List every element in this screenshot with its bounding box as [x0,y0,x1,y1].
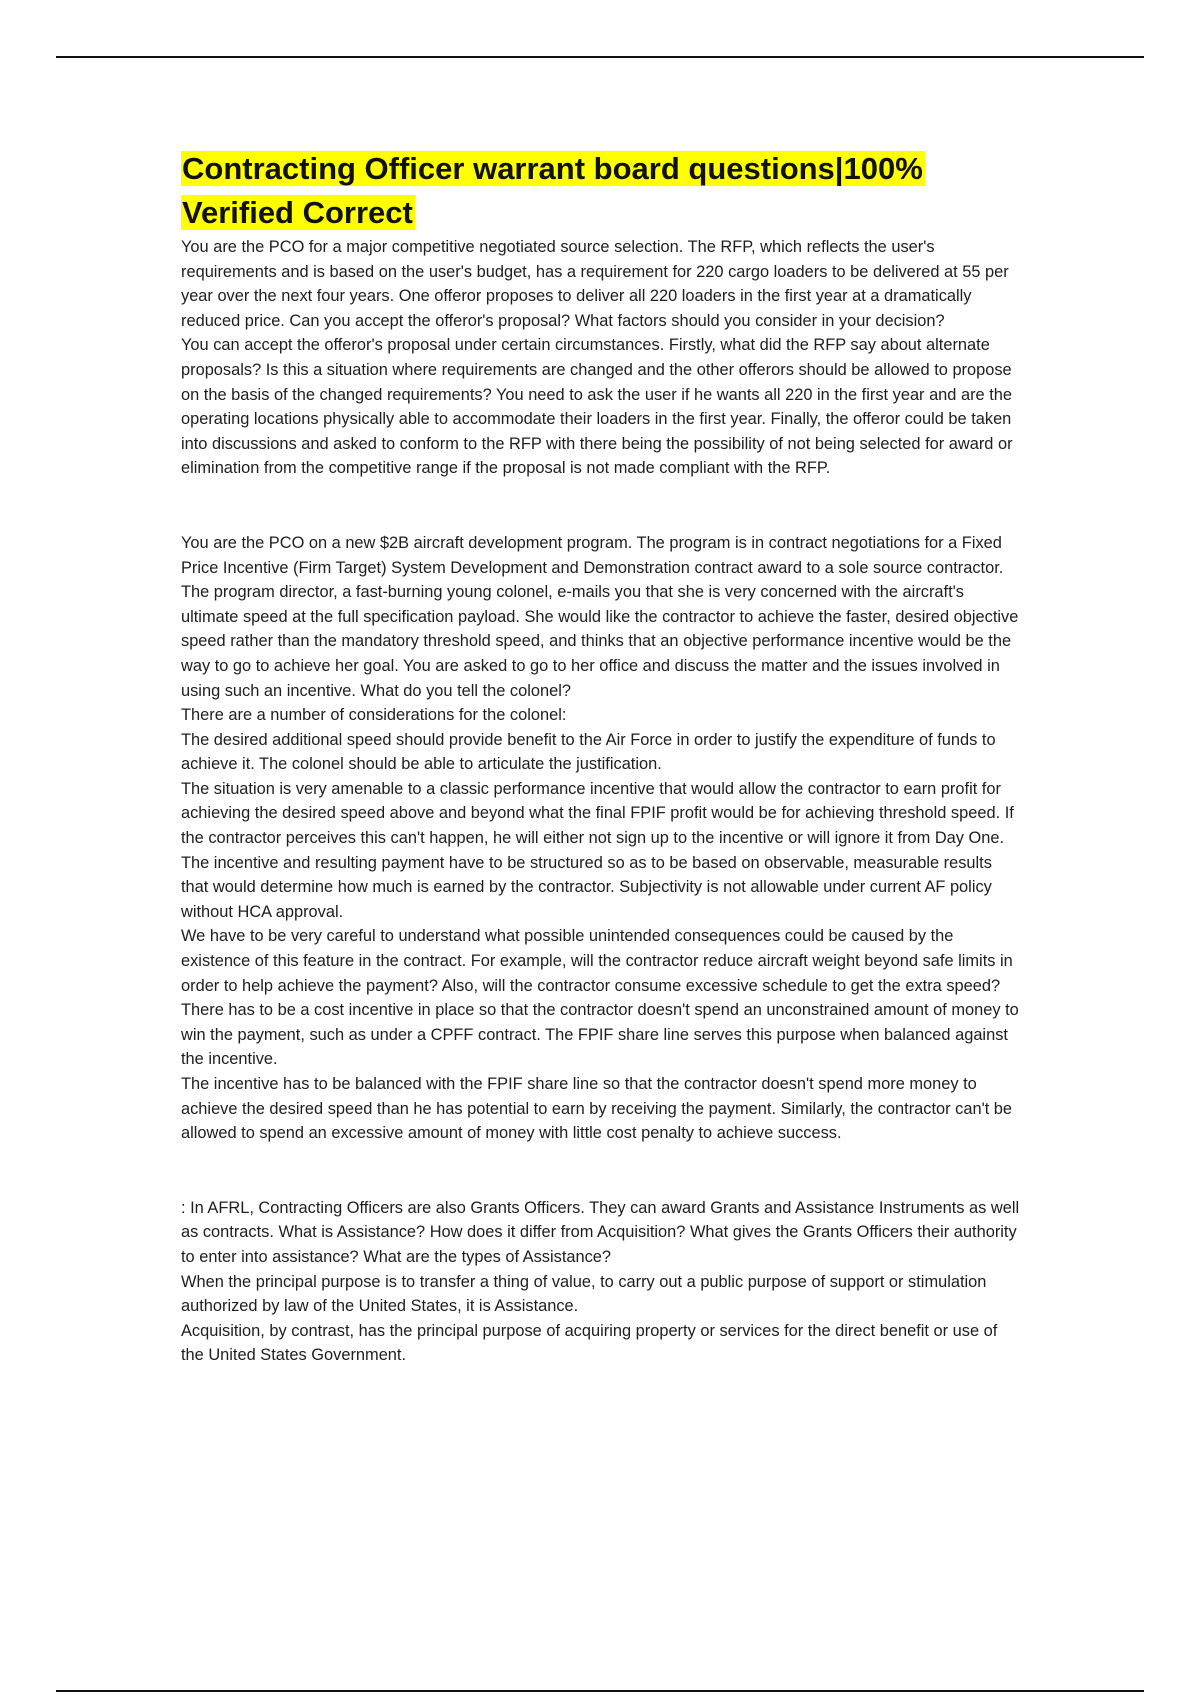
answer-paragraph: There are a number of considerations for the colonel: [181,706,567,725]
qa-section-3 [181,1196,1021,1368]
header-rule [56,56,1144,58]
section-spacer [181,481,1021,531]
answer-paragraph: The desired additional speed should provide benefit to the Air Force in order to justify the expenditure of funds to achieve it. The colonel should be able to articulate the justification. [181,730,996,774]
document-title [181,147,1021,235]
answer-paragraph: The incentive has to be balanced with the FPIF share line so that the contractor doesn't spend more money to achieve the desired speed than he has potential to earn by receiving the payment. Similarly, the contractor can't be allowed to spend an excessive amount of money with little cost penalty to achieve success. [181,1075,1013,1143]
document-body [181,147,1021,1368]
answer-paragraph: When the principal purpose is to transfer a thing of value, to carry out a public purpose of support or stimulation authorized by law of the United States, it is Assistance. [181,1272,987,1316]
answer-paragraph: You can accept the offeror's proposal under certain circumstances. Firstly, what did the RFP say about alternate proposals? Is this a situation where requirements are changed and the other offerors should be allowed to propose on the basis of the changed requirements? You need to ask the user if he wants all 220 in the first year and are the operating locations physically able to accommodate their loaders in the first year. Finally, the offeror could be taken into discussions and asked to conform to the RFP with there being the possibility of not being selected for award or elimination from the competitive range if the proposal is not made compliant with the RFP. [181,336,1013,478]
question-paragraph: : In AFRL, Contracting Officers are also Grants Officers. They can award Grants and Assistance Instruments as well as contracts. What is Assistance? How does it differ from Acquisition? What gives the Grants Officers their authority to enter into assistance? What are the types of Assistance? [181,1198,1020,1266]
question-paragraph: You are the PCO on a new $2B aircraft development program. The program is in contract negotiations for a Fixed Price Incentive (Firm Target) System Development and Demonstration contract award to a sole source contractor. The program director, a fast-burning young colonel, e-mails you that she is very concerned with the aircraft's ultimate speed at the full specification payload. She would like the contractor to achieve the faster, desired objective speed rather than the mandatory threshold speed, and thinks that an objective performance incentive would be the way to go to achieve her goal. You are asked to go to her office and discuss the matter and the issues involved in using such an incentive. What do you tell the colonel? [181,533,1019,700]
answer-paragraph: The incentive and resulting payment have to be structured so as to be based on observable, measurable results that would determine how much is earned by the contractor. Subjectivity is not allowable under current AF policy without HCA approval. [181,853,992,921]
section-spacer [181,1146,1021,1196]
qa-section-2 [181,531,1021,1146]
footer-rule [56,1690,1144,1692]
answer-paragraph: We have to be very careful to understand what possible unintended consequences could be caused by the existence of this feature in the contract. For example, will the contractor reduce aircraft weight beyond safe limits in order to help achieve the payment? Also, will the contractor consume excessive schedule to get the extra speed? [181,927,1013,995]
answer-paragraph: The situation is very amenable to a classic performance incentive that would allow the contractor to earn profit for achieving the desired speed above and beyond what the final FPIF profit would be for achieving threshold speed. If the contractor perceives this can't happen, he will either not sign up to the incentive or will ignore it from Day One. [181,779,1014,848]
answer-paragraph: There has to be a cost incentive in place so that the contractor doesn't spend an unconstrained amount of money to win the payment, such as under a CPFF contract. The FPIF share line serves this purpose when balanced against the incentive. [181,1001,1019,1069]
answer-paragraph: Acquisition, by contrast, has the principal purpose of acquiring property or services for the direct benefit or use of the United States Government. [181,1321,998,1365]
qa-section-1 [181,235,1021,481]
question-paragraph: You are the PCO for a major competitive negotiated source selection. The RFP, which reflects the user's requirements and is based on the user's budget, has a requirement for 220 cargo loaders to be delivered at 55 per year over the next four years. One offeror proposes to deliver all 220 loaders in the first year at a dramatically reduced price. Can you accept the offeror's proposal? What factors should you consider in your decision? [181,238,1009,330]
title-highlight: Contracting Officer warrant board questions|100% Verified Correct [182,151,923,230]
